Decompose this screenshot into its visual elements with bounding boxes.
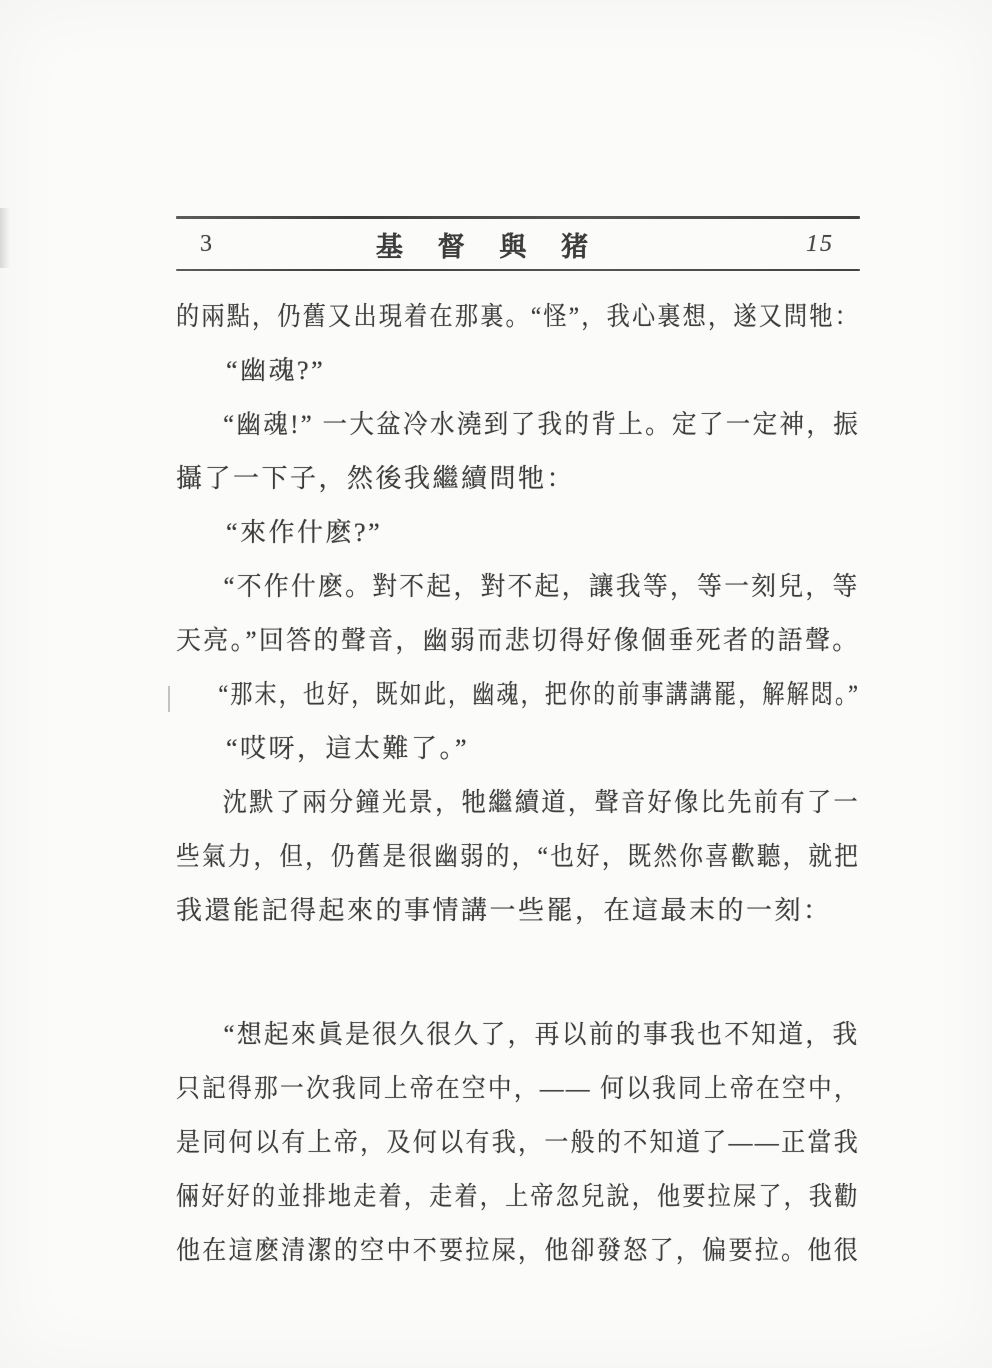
- header-row: [176, 219, 860, 269]
- text-line: 天亮。”回答的聲音，幽弱而悲切得好像個垂死者的語聲。: [176, 626, 860, 655]
- text-line: 是同何以有上帝，及何以有我，一般的不知道了——正當我: [176, 1128, 861, 1157]
- text-line: 我還能記得起來的事情講一些罷，在這最末的一刻：: [176, 896, 832, 925]
- header-rule-bottom: [176, 269, 860, 271]
- body-text: [176, 290, 860, 1278]
- paragraph-gap: [176, 938, 860, 1008]
- text-line: 攝了一下子，然後我繼續問牠：: [176, 464, 576, 493]
- text-line: “想起來眞是很久很久了，再以前的事我也不知道，我: [223, 1020, 860, 1049]
- text-line: “幽魂?”: [226, 356, 326, 385]
- scan-smudge: [0, 208, 10, 268]
- running-title: 基 督 與 猪: [375, 231, 603, 262]
- text-line: “幽魂!” 一大盆冷水澆到了我的背上。定了一定神，振: [223, 410, 861, 439]
- text-line: “來作什麽?”: [226, 518, 383, 547]
- text-line: 只記得那一次我同上帝在空中，—— 何以我同上帝在空中，: [176, 1074, 861, 1103]
- chapter-number: 3: [200, 230, 212, 257]
- scan-artifact-mark: [168, 686, 170, 712]
- page-number: 15: [806, 230, 834, 257]
- running-header: [176, 216, 860, 271]
- text-line: “那末，也好，既如此，幽魂，把你的前事講講罷，解解悶。”: [218, 680, 861, 709]
- text-line: 的兩點，仍舊又出現着在那裏。“怪”，我心裏想，遂又問牠：: [176, 302, 861, 331]
- text-line: 他在這麽清潔的空中不要拉屎，他卻發怒了，偏要拉。他很: [176, 1236, 861, 1265]
- text-line: 些氣力，但，仍舊是很幽弱的，“也好，既然你喜歡聽，就把: [176, 842, 861, 871]
- text-line: 倆好好的並排地走着，走着，上帝忽兒說，他要拉屎了，我勸: [176, 1182, 860, 1211]
- text-line: “不作什麽。對不起，對不起，讓我等，等一刻兒，等: [223, 572, 860, 601]
- text-line: 沈默了兩分鐘光景，牠繼續道，聲音好像比先前有了一: [222, 788, 861, 817]
- text-line: “哎呀，這太難了。”: [226, 734, 470, 763]
